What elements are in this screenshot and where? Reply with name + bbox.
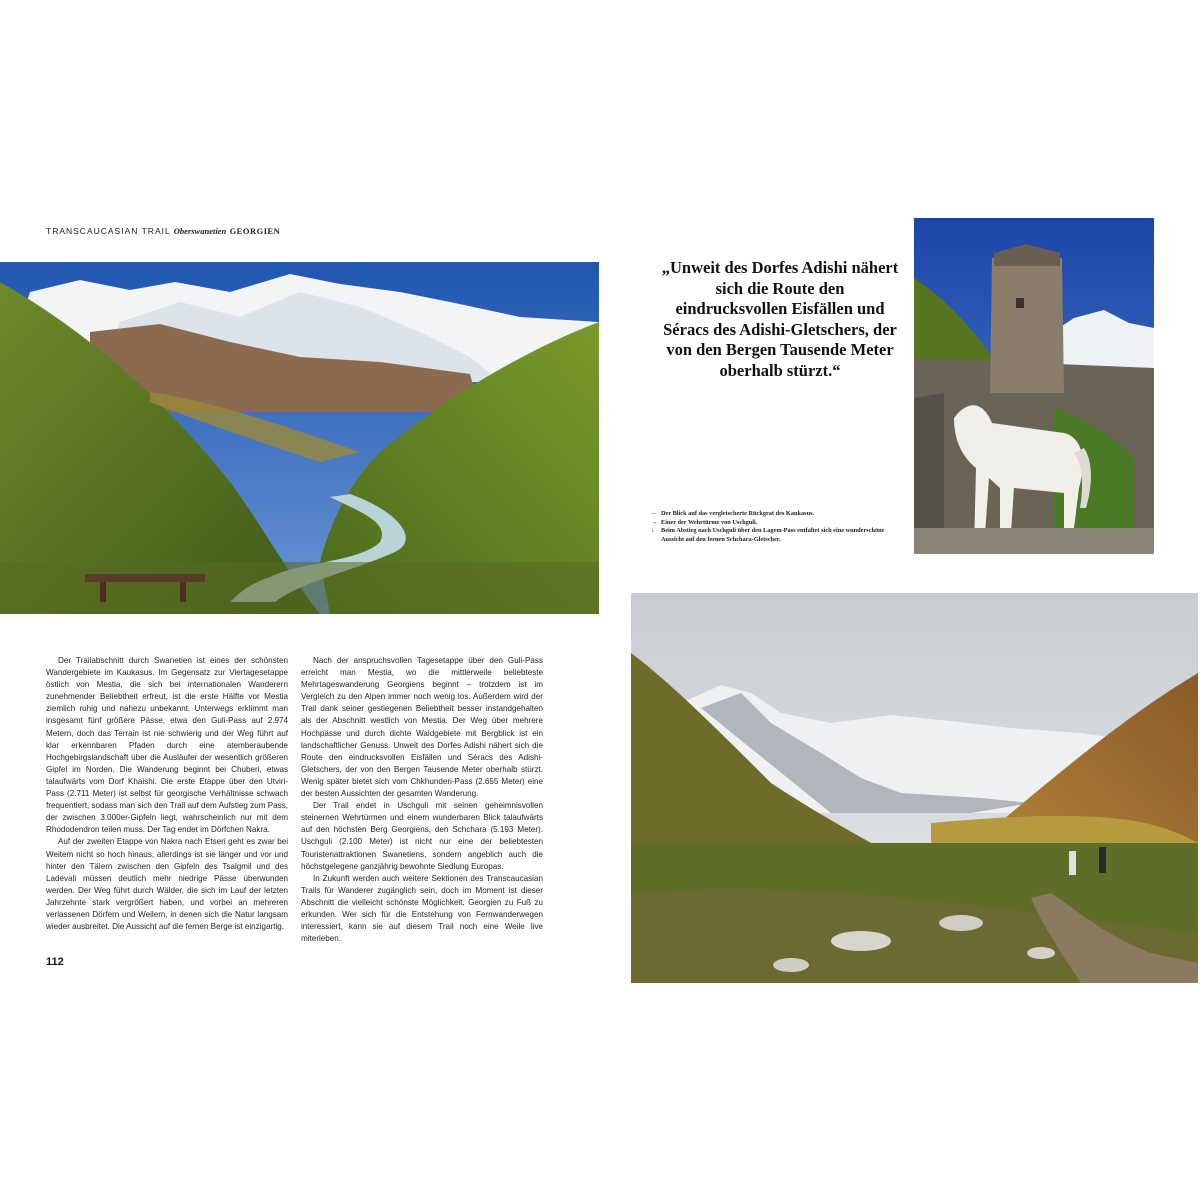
body-column-1	[46, 655, 288, 933]
body-paragraph: Auf der zweiten Etappe von Nakra nach Etseri geht es zwar bei Weitem nicht so hoch hinaus, allerdings ist sie länger und vor und hinter den Tälern zwischen den Gipfeln des Tsalgmil und des Ladevali müssen deutlich mehr niedrige Pässe überwunden werden. Der Weg führt durch Wälder, die sich im Lauf der letzten Jahrzehnte stark vergrößert haben, und vorbei an mehreren verlassenen Dörfern und Weilern, in denen sich die Natur langsam wieder ausbreitet. Die Aussicht auf die fernen Berge ist einzigartig.	[46, 837, 288, 932]
running-head-region: Oberswanetien	[173, 226, 227, 236]
photo-tower-horse	[914, 218, 1154, 554]
body-paragraph: In Zukunft werden auch weitere Sektionen des Transcaucasian Trails für Wanderer zugänglich sein, doch im Moment ist dieser Abschnitt die vielleicht schönste Möglichkeit, Georgien zu Fuß zu erkunden. Wer sich für die Entstehung von Fernwanderwegen interessiert, kann sie auf diesem Trail noch eine Weile live miterleben.	[301, 873, 543, 944]
body-paragraph: Der Trail endet in Uschguli mit seinen geheimnisvollen steinernen Wehrtürmen und einem wunderbaren Blick talaufwärts auf den höchsten Berg Georgiens, den Schchara (5.193 Meter). Uschguli (2.100 Meter) ist nicht nur eine der beliebtesten Touristenattraktionen Swanetiens, sondern angeblich auch die höchstgelegene ganzjährig bewohnte Siedlung Europas.	[301, 801, 543, 871]
running-head-section: TRANSCAUCASIAN TRAIL	[46, 226, 171, 236]
caption-text: Beim Abstieg nach Uschguli über den Lagem-Pass entfaltet sich eine wunderschöne Aussicht auf den fernen Schchara-Gletscher.	[661, 527, 885, 543]
caption	[651, 527, 901, 544]
pull-quote: „Unweit des Dorfes Adishi nähert sich die Route den eindrucksvollen Eisfällen und Séracs des Adishi-Gletschers, der von den Bergen Tausende Meter oberhalb stürzt.“	[661, 258, 899, 380]
photo-captions	[651, 510, 901, 544]
caption	[651, 519, 901, 528]
caption-text: Der Blick auf das vergletscherte Rückgrat des Kaukasus.	[661, 510, 815, 517]
body-paragraph: Der Trailabschnitt durch Swanetien ist eines der schönsten Wandergebiete im Kaukasus. Im Gegensatz zur Viertagesetappe östlich von Mestia, die sich bei internationalen Wanderern zunehmender Beliebtheit erfreut, ist die erste Hälfte vor Mestia ziemlich ruhig und nahezu unbekannt. Unterwegs erklimmt man insgesamt fünf größere Pässe, etwa den Guli-Pass auf 2.974 Metern, doch das Terrain ist nie schwierig und der Weg führt auf klar erkennbaren Pfaden durch eine atemberaubende Hochgebirgslandschaft über die Ausläufer der wesentlich größeren Gipfel im Norden. Die Wanderung beginnt bei Chuberi, etwas talaufwärts vom Dorf Khaishi. Die erste Etappe über den Utviri-Pass (2.711 Meter) ist selbst für georgische Verhältnisse schwach frequentiert, sodass man sich den Trail auf dem Aufstieg zum Pass, der zwischen 3.000er-Gipfeln liegt, wahrscheinlich nur mit dem Rhododendron teilen muss. Der Tag endet im Dörfchen Nakra.	[46, 656, 288, 835]
page-number: 112	[46, 956, 64, 968]
caption	[651, 510, 901, 519]
arrow-left-icon: ←	[651, 510, 658, 517]
arrow-right-icon: →	[651, 518, 658, 526]
running-head-country: GEORGIEN	[229, 226, 281, 236]
running-head	[46, 226, 280, 236]
arrow-down-icon: ↓	[651, 527, 655, 535]
body-column-2	[301, 655, 543, 945]
body-paragraph: Nach der anspruchsvollen Tagesetappe über den Guli-Pass erreicht man Mestia, wo die mittlerweile beliebteste Mehrtageswanderung Georgiens beginnt – trotzdem ist im Vergleich zu den Alpen immer noch wenig los. Außerdem wird der Trail dank seiner gestiegenen Beliebtheit besser instandgehalten als der Abschnitt westlich von Mestia. Der Weg über mehrere Hochpässe und durch dichte Waldgebiete mit Bergblick ist ein landschaftlicher Genuss. Unweit des Dorfes Adishi nähert sich die Route den eindrucksvollen Eisfällen und Séracs des Adishi-Gletschers, der von den Bergen Tausende Meter oberhalb stürzt. Wenig später bietet sich vom Chkhunderi-Pass (2.655 Meter) eine der besten Aussichten der gesamten Wanderung.	[301, 656, 543, 799]
photo-shkhara-descent	[631, 593, 1198, 983]
photo-caucasus-valley	[0, 262, 599, 614]
caption-text: Einer der Wehrtürme von Uschguli.	[661, 518, 758, 526]
